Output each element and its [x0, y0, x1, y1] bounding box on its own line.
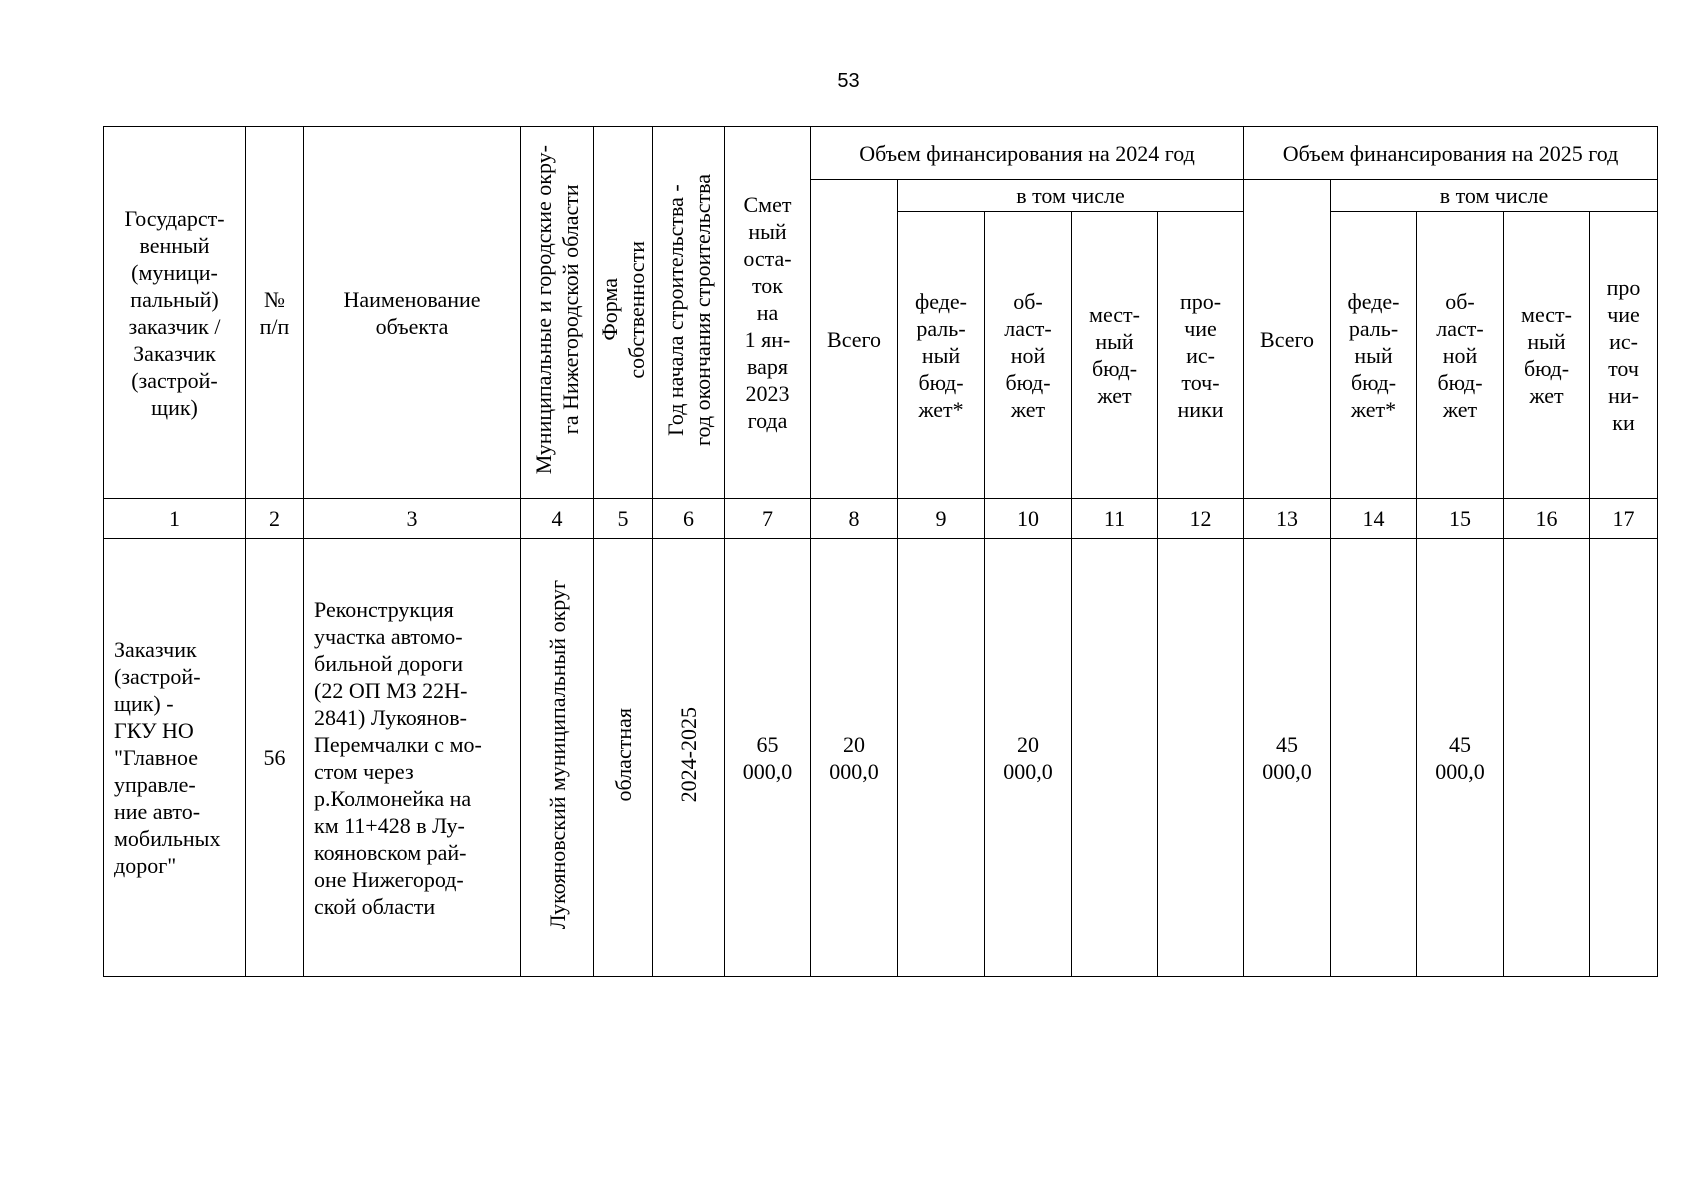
cell-ownership-text: областная [610, 707, 636, 802]
col-num-9: 9 [898, 499, 985, 539]
cell-federal-2024 [898, 539, 985, 977]
col-num-13: 13 [1244, 499, 1331, 539]
header-object-name: Наименование объекта [304, 127, 521, 499]
header-funding-2025: Объем финансирования на 2025 год [1244, 127, 1658, 180]
col-num-4: 4 [521, 499, 594, 539]
cell-object-name: Реконструкция участка автомо- бильной дороги (22 ОП МЗ 22Н- 2841) Лукоянов- Перемчалки с мо- стом через р.Колмонейка на км 11+428 в Лу- кояновском рай- оне Нижегород- ской области [304, 539, 521, 977]
col-num-17: 17 [1590, 499, 1658, 539]
cell-ownership [594, 539, 653, 977]
col-num-5: 5 [594, 499, 653, 539]
column-numbers-row [104, 499, 1658, 539]
header-ownership-text: Форма собственности [597, 240, 649, 379]
col-num-8: 8 [811, 499, 898, 539]
cell-num: 56 [246, 539, 304, 977]
table-row [104, 539, 1658, 977]
cell-local-2024 [1072, 539, 1158, 977]
col-num-2: 2 [246, 499, 304, 539]
col-num-14: 14 [1331, 499, 1417, 539]
header-including-2025: в том числе [1331, 180, 1658, 212]
col-num-3: 3 [304, 499, 521, 539]
col-num-15: 15 [1417, 499, 1504, 539]
header-federal-2024: феде- раль- ный бюд- жет* [898, 212, 985, 499]
cell-customer: Заказчик (застрой- щик) - ГКУ НО "Главное управле- ние авто- мобильных дорог" [104, 539, 246, 977]
cell-years [653, 539, 725, 977]
header-municipality [521, 127, 594, 499]
cell-estimate: 65 000,0 [725, 539, 811, 977]
header-municipality-text: Муниципальные и городские окру- га Нижегородской области [531, 144, 583, 475]
cell-total-2024: 20 000,0 [811, 539, 898, 977]
header-including-2024: в том числе [898, 180, 1244, 212]
cell-municipality [521, 539, 594, 977]
header-row-1 [104, 127, 1658, 180]
col-num-1: 1 [104, 499, 246, 539]
col-num-11: 11 [1072, 499, 1158, 539]
header-regional-2024: об- ласт- ной бюд- жет [985, 212, 1072, 499]
header-local-2024: мест- ный бюд- жет [1072, 212, 1158, 499]
header-customer: Государст- венный (муници- пальный) заказчик / Заказчик (застрой- щик) [104, 127, 246, 499]
col-num-7: 7 [725, 499, 811, 539]
col-num-6: 6 [653, 499, 725, 539]
cell-total-2025: 45 000,0 [1244, 539, 1331, 977]
header-years [653, 127, 725, 499]
header-total-2024: Всего [811, 180, 898, 499]
header-other-2025: про чие ис- точ ни- ки [1590, 212, 1658, 499]
header-years-text: Год начала строительства - год окончания строительства [662, 173, 715, 446]
header-funding-2024: Объем финансирования на 2024 год [811, 127, 1244, 180]
cell-other-2024 [1158, 539, 1244, 977]
col-num-10: 10 [985, 499, 1072, 539]
header-total-2025: Всего [1244, 180, 1331, 499]
cell-other-2025 [1590, 539, 1658, 977]
header-regional-2025: об- ласт- ной бюд- жет [1417, 212, 1504, 499]
cell-years-text: 2024-2025 [676, 706, 701, 803]
cell-regional-2024: 20 000,0 [985, 539, 1072, 977]
header-num: № п/п [246, 127, 304, 499]
col-num-16: 16 [1504, 499, 1590, 539]
header-local-2025: мест- ный бюд- жет [1504, 212, 1590, 499]
financing-table [103, 126, 1658, 977]
col-num-12: 12 [1158, 499, 1244, 539]
cell-local-2025 [1504, 539, 1590, 977]
cell-municipality-text: Лукояновский муниципальный округ [544, 579, 570, 930]
page-number: 53 [837, 70, 860, 92]
header-federal-2025: феде- раль- ный бюд- жет* [1331, 212, 1417, 499]
header-estimate: Смет ный оста- ток на 1 ян- варя 2023 года [725, 127, 811, 499]
header-ownership [594, 127, 653, 499]
cell-regional-2025: 45 000,0 [1417, 539, 1504, 977]
header-other-2024: про- чие ис- точ- ники [1158, 212, 1244, 499]
cell-federal-2025 [1331, 539, 1417, 977]
